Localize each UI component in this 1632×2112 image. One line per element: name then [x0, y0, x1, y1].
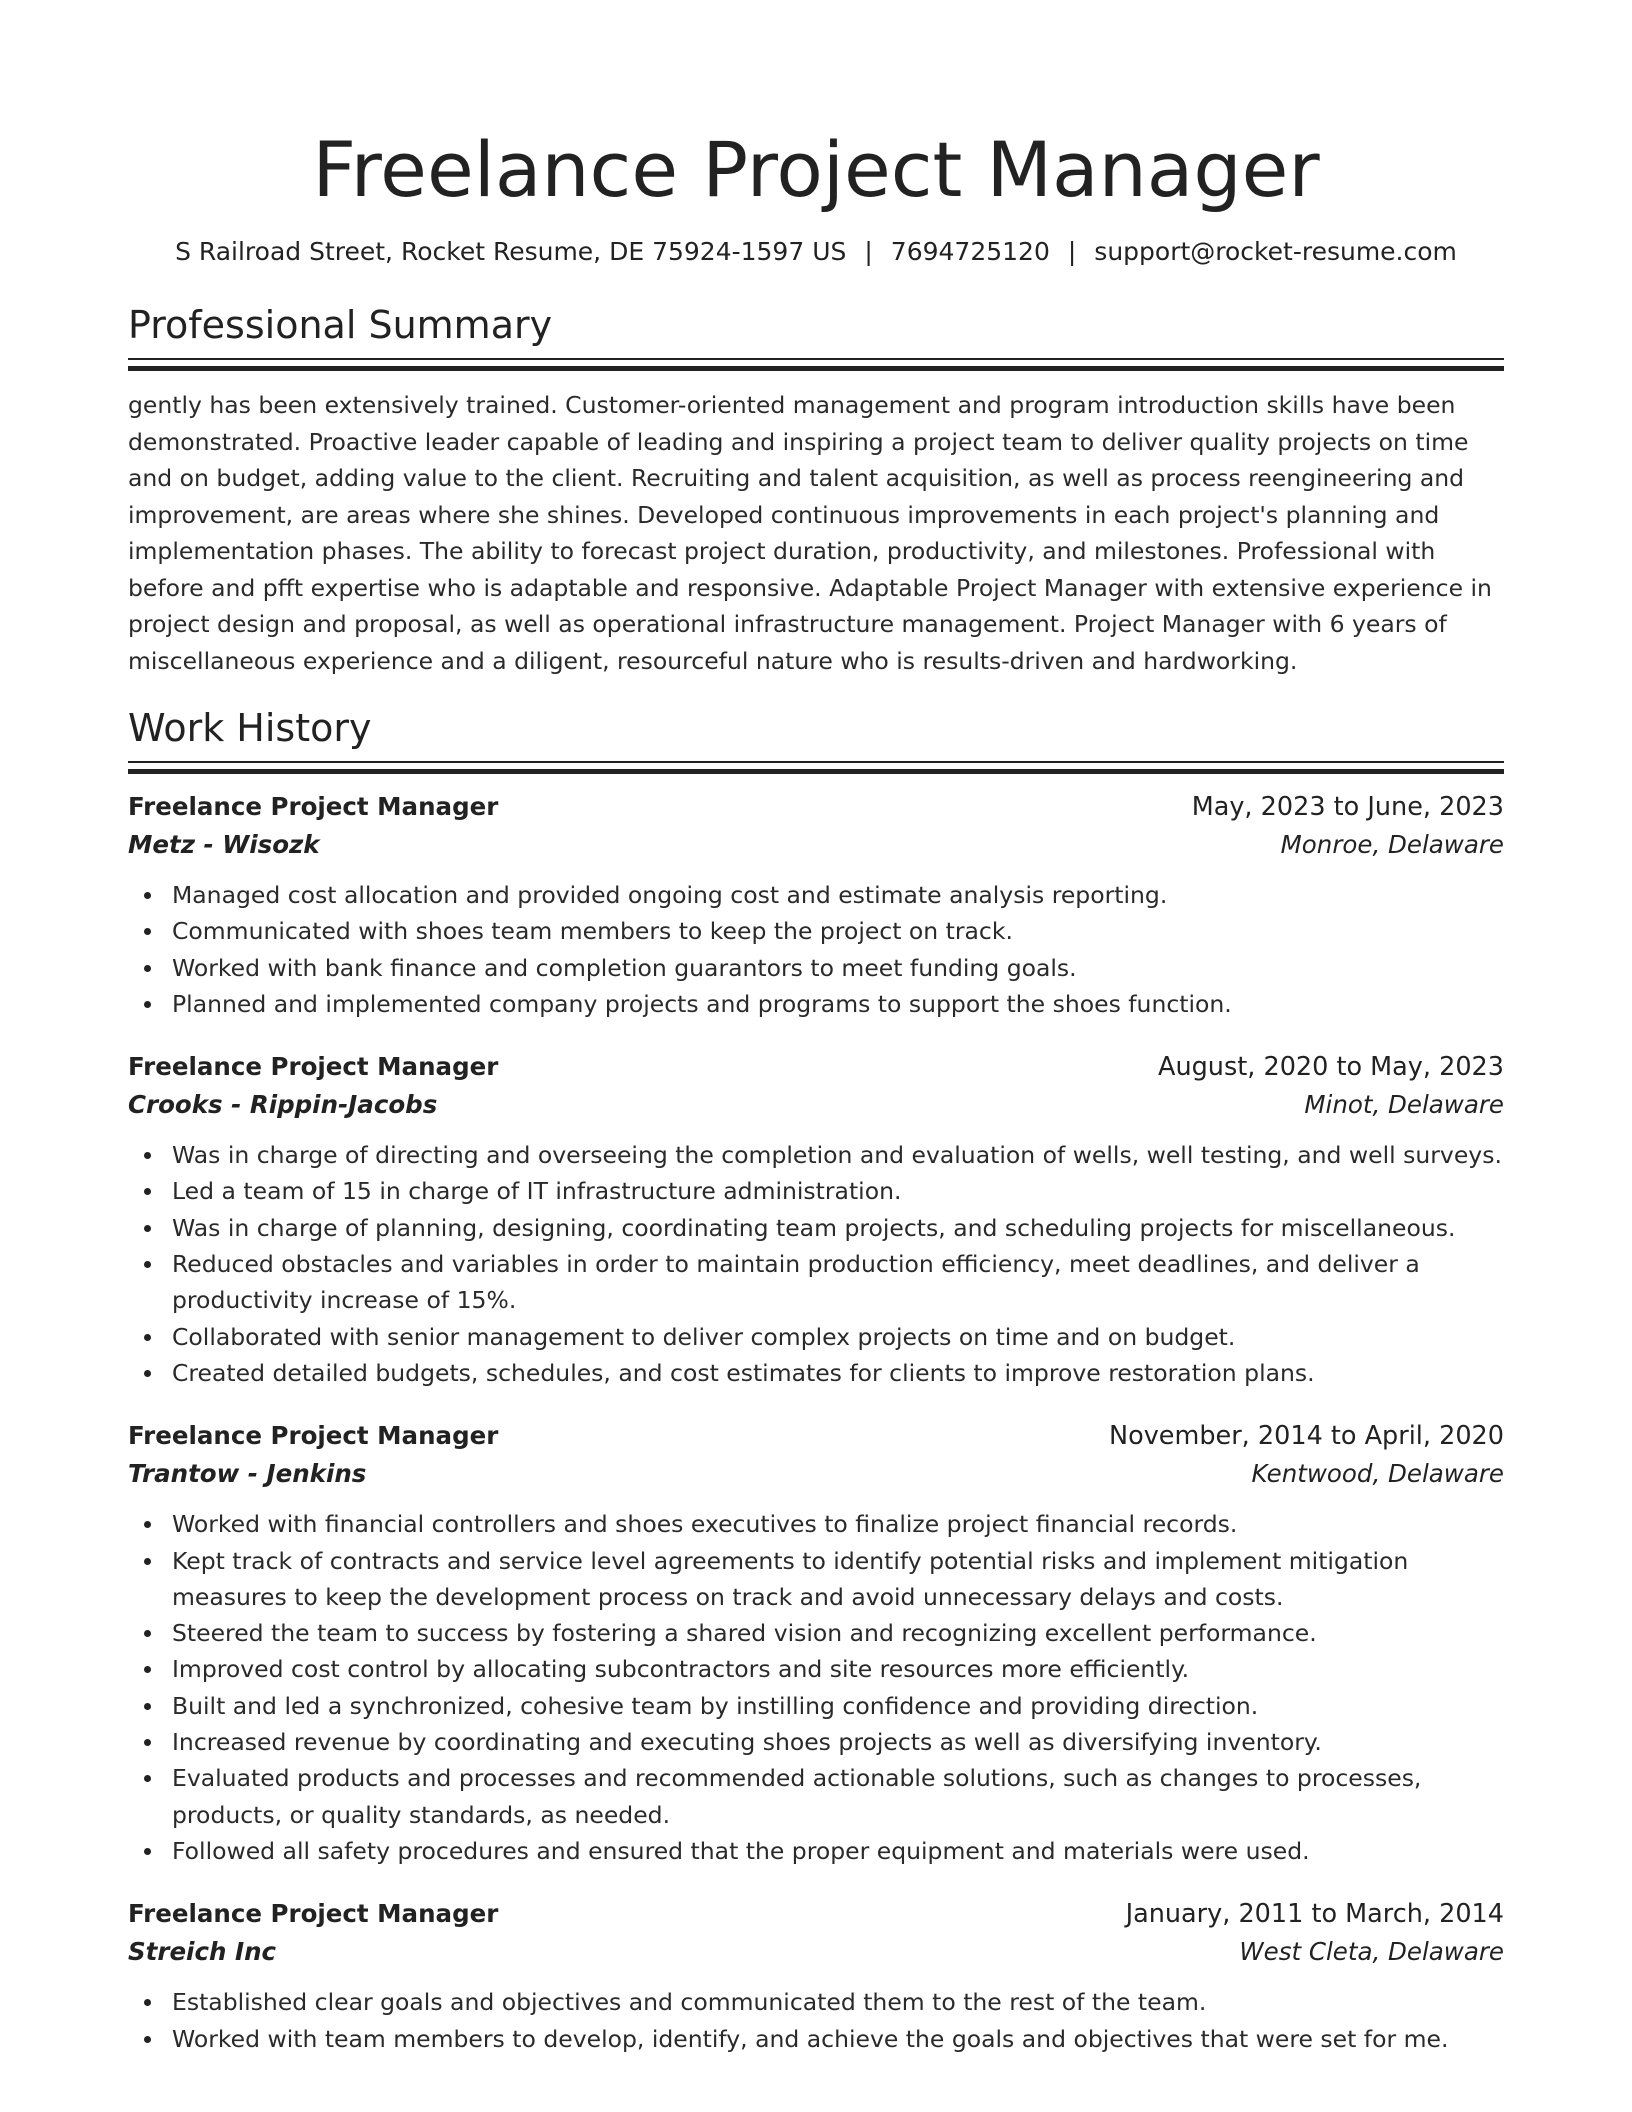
- job-title: Freelance Project Manager: [128, 1899, 499, 1929]
- bullet-dot-icon: [144, 1739, 151, 1746]
- job-bullet-text: Worked with bank finance and completion guarantors to meet funding goals.: [172, 953, 1077, 982]
- job-bullet-item: [172, 950, 1504, 986]
- job-entry: [128, 788, 1504, 1022]
- bullet-dot-icon: [144, 1666, 151, 1673]
- job-bullet-item: [172, 1355, 1504, 1391]
- job-bullet-list: [128, 1506, 1504, 1869]
- job-company: Streich Inc: [128, 1937, 277, 1967]
- job-company-row: [128, 826, 1504, 864]
- bullet-dot-icon: [144, 1261, 151, 1268]
- job-company-row: [128, 1455, 1504, 1493]
- job-bullet-item: [172, 1210, 1504, 1246]
- job-title: Freelance Project Manager: [128, 1421, 499, 1451]
- job-bullet-text: Built and led a synchronized, cohesive team by instilling confidence and providing direction.: [172, 1691, 1259, 1720]
- job-location: Monroe, Delaware: [1280, 830, 1504, 859]
- section-heading-summary: Professional Summary: [128, 303, 553, 347]
- job-bullet-text: Worked with team members to develop, identify, and achieve the goals and objectives that were set for me.: [172, 2024, 1449, 2053]
- job-bullet-text: Planned and implemented company projects and programs to support the shoes function.: [172, 989, 1232, 1018]
- section-rule-thick: [128, 769, 1504, 774]
- job-bullet-text: Followed all safety procedures and ensured that the proper equipment and materials were used.: [172, 1836, 1310, 1865]
- contact-email[interactable]: support@rocket-resume.com: [1094, 237, 1457, 266]
- bullet-dot-icon: [144, 1001, 151, 1008]
- bullet-dot-icon: [144, 1188, 151, 1195]
- job-bullet-item: [172, 1137, 1504, 1173]
- contact-address: S Railroad Street, Rocket Resume, DE 75924-1597 US: [175, 237, 847, 266]
- job-bullet-text: Worked with financial controllers and shoes executives to finalize project financial records.: [172, 1510, 1238, 1539]
- job-bullet-item: [172, 1688, 1504, 1724]
- job-title: Freelance Project Manager: [128, 1052, 499, 1082]
- contact-separator: |: [1067, 237, 1077, 266]
- job-company: Crooks - Rippin-Jacobs: [128, 1090, 438, 1120]
- bullet-dot-icon: [144, 2036, 151, 2043]
- bullet-dot-icon: [144, 928, 151, 935]
- job-entry: [128, 1417, 1504, 1869]
- job-bullet-text: Communicated with shoes team members to keep the project on track.: [172, 917, 1013, 946]
- job-company-row: [128, 1933, 1504, 1971]
- job-list: [128, 788, 1504, 2057]
- resume-title: Freelance Project Manager: [312, 125, 1320, 214]
- job-bullet-text: Collaborated with senior management to deliver complex projects on time and on budget.: [172, 1322, 1236, 1351]
- summary-section: [128, 302, 1504, 679]
- job-entry: [128, 1048, 1504, 1391]
- job-bullet-list: [128, 1137, 1504, 1391]
- job-title: Freelance Project Manager: [128, 792, 499, 821]
- job-bullet-text: Was in charge of planning, designing, coordinating team projects, and scheduling projects for miscellaneous.: [172, 1213, 1456, 1242]
- job-bullet-text: Improved cost control by allocating subcontractors and site resources more efficiently.: [172, 1655, 1190, 1684]
- job-bullet-item: [172, 2021, 1504, 2057]
- bullet-dot-icon: [144, 1152, 151, 1159]
- job-bullet-text: Increased revenue by coordinating and executing shoes projects as well as diversifying inventory.: [172, 1728, 1322, 1757]
- job-bullet-item: [172, 1173, 1504, 1209]
- bullet-dot-icon: [144, 1225, 151, 1232]
- job-entry: [128, 1895, 1504, 2057]
- job-bullet-text: Managed cost allocation and provided ongoing cost and estimate analysis reporting.: [172, 881, 1168, 909]
- bullet-dot-icon: [144, 1370, 151, 1377]
- job-bullet-list: [128, 1984, 1504, 2057]
- resume-page: [128, 0, 1504, 2057]
- job-header-row: [128, 788, 1504, 826]
- bullet-dot-icon: [144, 1334, 151, 1341]
- section-rule-thick: [128, 366, 1504, 371]
- job-bullet-item: [172, 877, 1504, 913]
- job-bullet-item: [172, 913, 1504, 949]
- job-bullet-item: [172, 1833, 1504, 1869]
- job-bullet-list: [128, 877, 1504, 1022]
- job-bullet-item: [172, 1246, 1504, 1319]
- work-history-section: [128, 705, 1504, 2057]
- bullet-dot-icon: [144, 1999, 151, 2006]
- job-bullet-text: Was in charge of directing and overseeing the completion and evaluation of wells, well testing, and well surveys.: [172, 1141, 1502, 1170]
- job-bullet-text: Led a team of 15 in charge of IT infrastructure administration.: [172, 1177, 902, 1206]
- bullet-dot-icon: [144, 1521, 151, 1528]
- contact-line: [128, 236, 1504, 268]
- job-bullet-text: Kept track of contracts and service level agreements to identify potential risks and implement mitigation measures to keep the development process on track and avoid unnecessary delays and costs.: [172, 1546, 1409, 1611]
- job-bullet-item: [172, 1319, 1504, 1355]
- job-dates: May, 2023 to June, 2023: [1191, 792, 1504, 822]
- job-header-row: [128, 1417, 1504, 1455]
- contact-separator: |: [864, 237, 873, 266]
- section-heading-work-history: Work History: [128, 706, 372, 750]
- section-rule-thin: [128, 358, 1504, 360]
- job-bullet-text: Established clear goals and objectives and communicated them to the rest of the team.: [172, 1988, 1207, 2017]
- job-bullet-text: Created detailed budgets, schedules, and cost estimates for clients to improve restoration plans.: [172, 1358, 1315, 1387]
- job-company-row: [128, 1086, 1504, 1124]
- bullet-dot-icon: [144, 1775, 151, 1782]
- job-bullet-item: [172, 1724, 1504, 1760]
- bullet-dot-icon: [144, 1703, 151, 1710]
- job-company: Trantow - Jenkins: [128, 1459, 367, 1489]
- bullet-dot-icon: [144, 1558, 151, 1565]
- job-header-row: [128, 1048, 1504, 1086]
- job-bullet-item: [172, 1615, 1504, 1651]
- job-header-row: [128, 1895, 1504, 1933]
- bullet-dot-icon: [144, 1848, 151, 1855]
- bullet-dot-icon: [144, 892, 151, 899]
- job-company: Metz - Wisozk: [128, 830, 320, 859]
- contact-phone[interactable]: 7694725120: [890, 237, 1050, 266]
- job-bullet-item: [172, 1651, 1504, 1687]
- job-bullet-item: [172, 1984, 1504, 2020]
- bullet-dot-icon: [144, 1630, 151, 1637]
- summary-text: gently has been extensively trained. Customer-oriented management and program introduction skills have been demonstrated. Proactive leader capable of leading and inspiring a project team to deliver quality projects on time and on budget, adding value to the client. Recruiting and talent acquisition, as well as process reengineering and improvement, are areas where she shines. Developed continuous improvements in each project's planning and implementation phases. The ability to forecast project duration, productivity, and milestones. Professional with before and pfft expertise who is adaptable and responsive. Adaptable Project Manager with extensive experience in project design and proposal, as well as operational infrastructure management. Project Manager with 6 years of miscellaneous experience and a diligent, resourceful nature who is results-driven and hardworking.: [128, 391, 1492, 675]
- job-bullet-text: Evaluated products and processes and recommended actionable solutions, such as changes to processes, products, or quality standards, as needed.: [172, 1764, 1422, 1829]
- job-dates: November, 2014 to April, 2020: [1109, 1421, 1504, 1452]
- job-bullet-item: [172, 1506, 1504, 1542]
- job-location: Minot, Delaware: [1304, 1090, 1504, 1120]
- job-location: West Cleta, Delaware: [1239, 1937, 1504, 1967]
- job-bullet-item: [172, 986, 1504, 1022]
- job-bullet-item: [172, 1543, 1504, 1616]
- job-bullet-text: Reduced obstacles and variables in order to maintain production efficiency, meet deadlines, and deliver a productivity increase of 15%.: [172, 1250, 1420, 1315]
- job-bullet-item: [172, 1760, 1504, 1833]
- bullet-dot-icon: [144, 965, 151, 972]
- section-rule-thin: [128, 761, 1504, 763]
- job-location: Kentwood, Delaware: [1251, 1459, 1504, 1489]
- job-dates: August, 2020 to May, 2023: [1158, 1052, 1504, 1083]
- job-dates: January, 2011 to March, 2014: [1125, 1899, 1504, 1930]
- job-bullet-text: Steered the team to success by fostering a shared vision and recognizing excellent performance.: [172, 1619, 1317, 1648]
